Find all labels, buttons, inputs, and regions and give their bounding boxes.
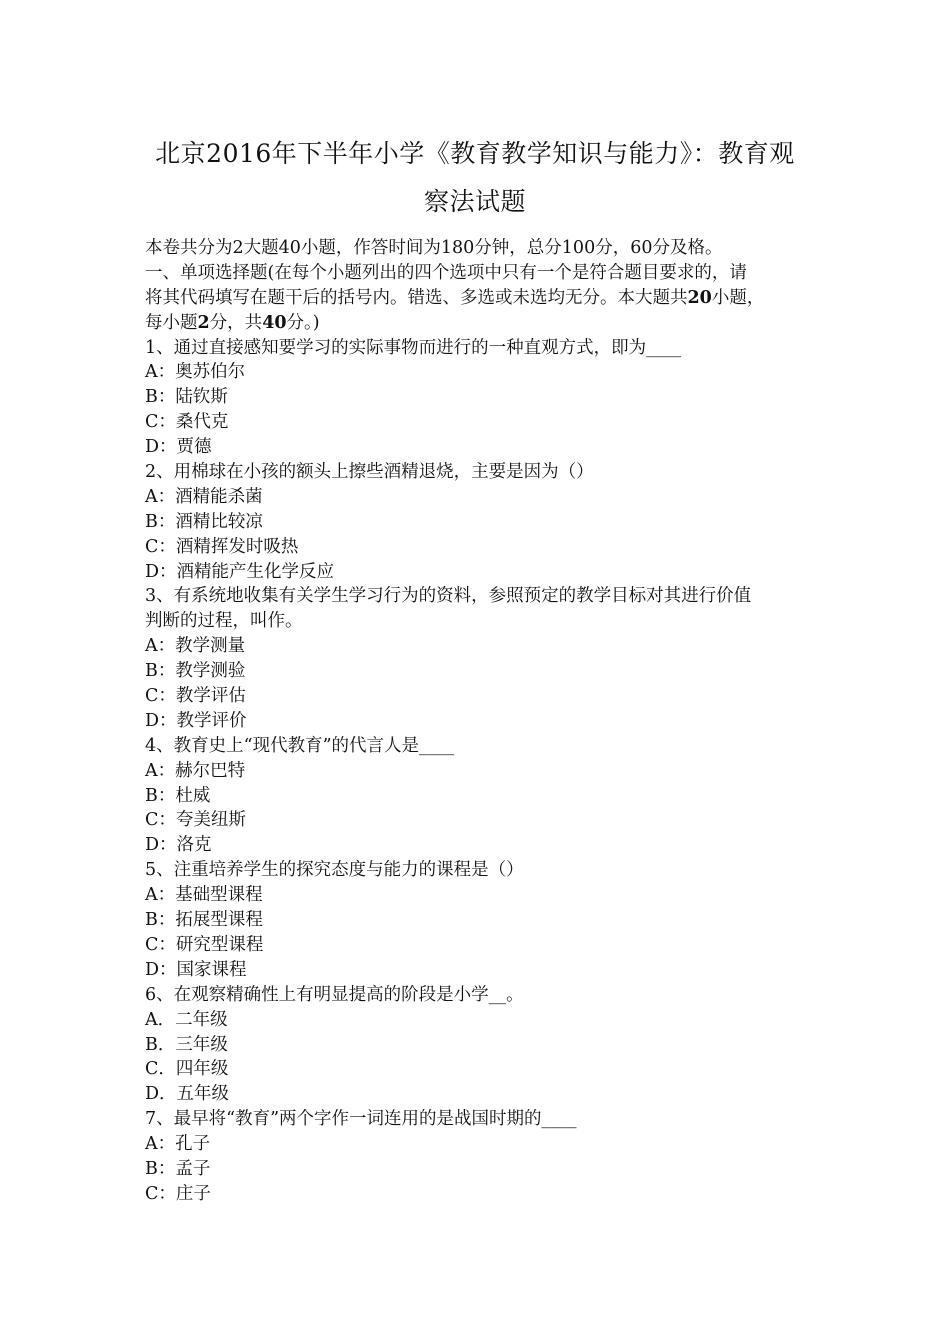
question-text: 6、在观察精确性上有明显提高的阶段是小学__。: [145, 984, 524, 1005]
answer-option: C：桑代克: [145, 412, 229, 433]
answer-option: A：奥苏伯尔: [145, 362, 246, 383]
points-per-question: 2: [197, 312, 210, 333]
question-text: 1、通过直接感知要学习的实际事物而进行的一种直观方式，即为____: [145, 337, 682, 358]
answer-option: C．四年级: [145, 1059, 229, 1080]
section-heading-text: 将其代码填写在题干后的括号内。错选、多选或未选均无分。本大题共: [145, 287, 688, 308]
answer-option: B．三年级: [145, 1034, 228, 1055]
section-heading-line-3: [145, 311, 815, 336]
document-title-line-2: 察法试题: [423, 187, 526, 216]
question-count: 20: [687, 287, 712, 308]
document-title-line-1: 北京2016年下半年小学《教育教学知识与能力》：教育观: [155, 139, 795, 168]
answer-option: C：庄子: [145, 1183, 211, 1204]
section-heading-line-1: 一、单项选择题(在每个小题列出的四个选项中只有一个是符合题目要求的，请: [145, 262, 747, 283]
question-text: 5、注重培养学生的探究态度与能力的课程是（）: [145, 860, 524, 881]
total-points: 40: [262, 312, 287, 333]
answer-option: D：酒精能产生化学反应: [145, 561, 335, 582]
exam-intro: 本卷共分为2大题40小题，作答时间为180分钟，总分100分，60分及格。: [145, 238, 723, 258]
section-heading-text: 分，共: [209, 312, 263, 333]
question-text: 3、有系统地收集有关学生学习行为的资料，参照预定的教学目标对其进行价值: [145, 586, 752, 607]
answer-option: D：洛克: [145, 835, 212, 856]
answer-option: C：教学评估: [145, 686, 246, 707]
question-text: 2、用棉球在小孩的额头上擦些酒精退烧，主要是因为（）: [145, 462, 594, 483]
answer-option: A：赫尔巴特: [145, 760, 246, 781]
answer-option: B：拓展型课程: [145, 910, 263, 931]
question-text: 4、教育史上“现代教育”的代言人是____: [145, 735, 455, 756]
answer-option: B：教学测验: [145, 661, 246, 682]
answer-option: D．五年级: [145, 1084, 230, 1105]
question-text: 判断的过程，叫作。: [145, 611, 303, 632]
answer-option: B：陆钦斯: [145, 387, 228, 408]
answer-option: D：国家课程: [145, 959, 247, 980]
section-heading-text: 小题，: [711, 287, 765, 308]
answer-option: D：教学评价: [145, 710, 247, 731]
answer-option: A：酒精能杀菌: [145, 486, 263, 507]
document-body: [145, 236, 815, 1207]
section-heading-text: 分。): [286, 312, 320, 333]
answer-option: C：酒精挥发时吸热: [145, 536, 299, 557]
section-heading-line-2: [145, 286, 815, 311]
section-heading-text: 每小题: [145, 312, 198, 333]
answer-option: B：杜威: [145, 785, 211, 806]
answer-option: A．二年级: [145, 1009, 228, 1030]
answer-option: A：孔子: [145, 1134, 211, 1155]
answer-option: C：夸美纽斯: [145, 810, 246, 831]
question-text: 7、最早将“教育”两个字作一词连用的是战国时期的____: [145, 1109, 577, 1130]
answer-option: B：酒精比较凉: [145, 511, 263, 532]
answer-option: D：贾德: [145, 437, 212, 458]
answer-option: C：研究型课程: [145, 934, 264, 955]
answer-option: A：基础型课程: [145, 885, 263, 906]
answer-option: A：教学测量: [145, 636, 246, 657]
answer-option: B：孟子: [145, 1158, 211, 1179]
